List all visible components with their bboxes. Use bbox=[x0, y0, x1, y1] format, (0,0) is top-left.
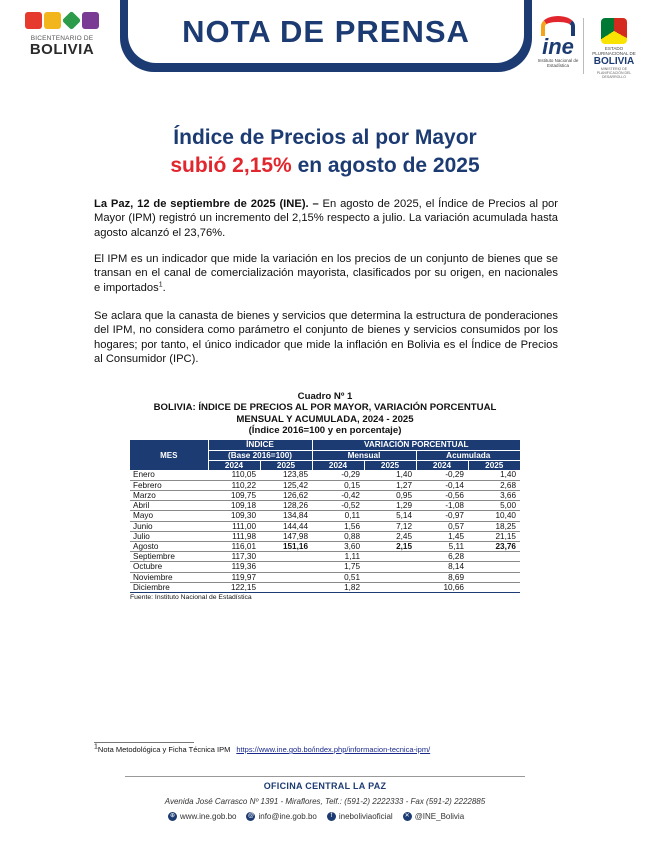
cell-mes: Julio bbox=[130, 531, 208, 541]
cell-mes: Febrero bbox=[130, 480, 208, 490]
header-year: 2024 bbox=[416, 460, 468, 470]
cell-a24: -1,08 bbox=[416, 501, 468, 511]
paragraph-end-punct: . bbox=[162, 281, 166, 294]
cell-m25: 2,45 bbox=[364, 531, 416, 541]
cell-m25: 1,40 bbox=[364, 470, 416, 480]
cell-mes: Junio bbox=[130, 521, 208, 531]
cell-a24: -0,29 bbox=[416, 470, 468, 480]
header-acumulada: Acumulada bbox=[416, 450, 520, 460]
table-number: Cuadro Nº 1 bbox=[297, 391, 353, 402]
cell-i24: 119,36 bbox=[208, 562, 260, 572]
cell-a25: 10,40 bbox=[468, 511, 520, 521]
cell-i25: 128,26 bbox=[260, 501, 312, 511]
dateline: La Paz, 12 de septiembre de 2025 (INE). – bbox=[94, 198, 319, 210]
cell-i25: 147,98 bbox=[260, 531, 312, 541]
cell-i25 bbox=[260, 572, 312, 582]
cell-mes: Octubre bbox=[130, 562, 208, 572]
cell-a25: 23,76 bbox=[468, 541, 520, 551]
cell-a24: -0,97 bbox=[416, 511, 468, 521]
cell-m24: 0,15 bbox=[312, 480, 364, 490]
bicentenario-logo bbox=[22, 12, 102, 78]
footer-contacts bbox=[168, 812, 464, 821]
table-caption bbox=[120, 391, 530, 437]
bicentenario-big-text: BOLIVIA bbox=[29, 41, 95, 58]
cell-m24: 0,51 bbox=[312, 572, 364, 582]
cell-m25 bbox=[364, 562, 416, 572]
cell-m25: 7,12 bbox=[364, 521, 416, 531]
table-row bbox=[130, 490, 520, 500]
table-row bbox=[130, 541, 520, 551]
ine-logo-word: ine bbox=[542, 34, 574, 59]
paragraph-lead bbox=[94, 197, 558, 240]
facebook-icon: f bbox=[327, 812, 336, 821]
table-row bbox=[130, 562, 520, 572]
cell-mes: Diciembre bbox=[130, 582, 208, 592]
table-row bbox=[130, 501, 520, 511]
cell-i25: 151,16 bbox=[260, 541, 312, 551]
footer-divider bbox=[125, 776, 525, 777]
state-emblem-icon bbox=[601, 18, 627, 44]
table-row bbox=[130, 572, 520, 582]
cell-m24: -0,52 bbox=[312, 501, 364, 511]
cell-m24: -0,29 bbox=[312, 470, 364, 480]
cell-mes: Agosto bbox=[130, 541, 208, 551]
cell-i25 bbox=[260, 552, 312, 562]
cell-m24: 0,11 bbox=[312, 511, 364, 521]
footnote-number: 1 bbox=[94, 743, 98, 751]
footnote-divider bbox=[94, 742, 194, 743]
cell-m25: 2,15 bbox=[364, 541, 416, 551]
table-row bbox=[130, 511, 520, 521]
cell-a25: 21,15 bbox=[468, 531, 520, 541]
cell-i24: 122,15 bbox=[208, 582, 260, 592]
cell-m24: 0,88 bbox=[312, 531, 364, 541]
logo-divider bbox=[583, 18, 584, 74]
cell-a25 bbox=[468, 552, 520, 562]
header-year: 2025 bbox=[468, 460, 520, 470]
email-icon: @ bbox=[247, 813, 255, 819]
cell-i24: 117,30 bbox=[208, 552, 260, 562]
cell-a25 bbox=[468, 572, 520, 582]
ipm-table bbox=[130, 440, 520, 593]
ipm-table-container bbox=[130, 440, 520, 601]
header-year: 2025 bbox=[364, 460, 416, 470]
cell-m24: 3,60 bbox=[312, 541, 364, 551]
footer-web[interactable] bbox=[168, 812, 236, 821]
header-mes: MES bbox=[130, 440, 208, 470]
cell-i24: 111,00 bbox=[208, 521, 260, 531]
cell-i24: 109,30 bbox=[208, 511, 260, 521]
cell-a25 bbox=[468, 582, 520, 592]
cell-i24: 109,18 bbox=[208, 501, 260, 511]
title-rest: en agosto de 2025 bbox=[291, 154, 480, 177]
paragraph-ipm-definition bbox=[94, 252, 558, 295]
table-title-line3: (Índice 2016=100 y en porcentaje) bbox=[248, 425, 402, 437]
footer-web-text: www.ine.gob.bo bbox=[180, 812, 237, 821]
footnote-link[interactable]: https://www.ine.gob.bo/index.php/informacion-tecnica-ipm/ bbox=[236, 745, 431, 754]
table-row bbox=[130, 531, 520, 541]
ine-logo bbox=[536, 16, 580, 78]
header-year: 2024 bbox=[208, 460, 260, 470]
cell-i24: 109,75 bbox=[208, 490, 260, 500]
state-logo-line1: ESTADO PLURINACIONAL DE bbox=[592, 46, 636, 56]
table-row bbox=[130, 582, 520, 592]
ine-logo-subtitle: Instituto Nacional de Estadística bbox=[537, 58, 579, 68]
cell-a25: 5,00 bbox=[468, 501, 520, 511]
header-mensual: Mensual bbox=[312, 450, 416, 460]
cell-a24: 8,14 bbox=[416, 562, 468, 572]
cell-mes: Marzo bbox=[130, 490, 208, 500]
footnote bbox=[94, 745, 430, 754]
table-row bbox=[130, 480, 520, 490]
cell-i25: 123,85 bbox=[260, 470, 312, 480]
footnote-text: Nota Metodológica y Ficha Técnica IPM bbox=[97, 745, 231, 754]
header-year: 2024 bbox=[312, 460, 364, 470]
cell-i25 bbox=[260, 582, 312, 592]
cell-a24: 5,11 bbox=[416, 541, 468, 551]
title-line2 bbox=[0, 152, 650, 180]
cell-a24: -0,14 bbox=[416, 480, 468, 490]
footer-social[interactable] bbox=[403, 812, 464, 821]
ine-swoosh-icon bbox=[541, 16, 575, 36]
footnote-ref: 1 bbox=[158, 281, 163, 289]
table-title-line1: BOLIVIA: ÍNDICE DE PRECIOS AL POR MAYOR, VARIACIÓN PORCENTUAL bbox=[153, 402, 497, 414]
table-row bbox=[130, 521, 520, 531]
cell-a25: 2,68 bbox=[468, 480, 520, 490]
table-title-line2: MENSUAL Y ACUMULADA, 2024 - 2025 bbox=[236, 413, 414, 425]
table-row bbox=[130, 470, 520, 480]
cell-m25: 1,27 bbox=[364, 480, 416, 490]
cell-a24: 1,45 bbox=[416, 531, 468, 541]
header-base: (Base 2016=100) bbox=[208, 450, 312, 460]
cell-m24: -0,42 bbox=[312, 490, 364, 500]
banner-title: NOTA DE PRENSA bbox=[182, 13, 470, 49]
cell-a25: 18,25 bbox=[468, 521, 520, 531]
paragraph-lead-text: En agosto de 2025, el Índice de Precios al por Mayor (IPM) registró un incremento del 2,15% respecto a julio. La variación acumulada hasta agosto alcanzó el 23,76%. bbox=[94, 198, 559, 239]
globe-icon: ⊕ bbox=[169, 813, 176, 819]
title-highlight: subió 2,15% bbox=[170, 154, 292, 177]
cell-m25: 5,14 bbox=[364, 511, 416, 521]
state-logo bbox=[588, 18, 640, 79]
cell-mes: Mayo bbox=[130, 511, 208, 521]
table-source: Fuente: Instituto Nacional de Estadística bbox=[130, 593, 252, 601]
cell-i24: 119,97 bbox=[208, 572, 260, 582]
cell-a24: -0,56 bbox=[416, 490, 468, 500]
cell-a24: 8,69 bbox=[416, 572, 468, 582]
press-release-banner bbox=[120, 0, 532, 72]
cell-a24: 10,66 bbox=[416, 582, 468, 592]
cell-m25: 0,95 bbox=[364, 490, 416, 500]
footer-facebook[interactable] bbox=[327, 812, 393, 821]
cell-m24: 1,82 bbox=[312, 582, 364, 592]
paragraph-ipm-text: El IPM es un indicador que mide la variación en los precios de un conjunto de bienes que se transan en el canal de comercialización mayorista, clasificados por su origen, en nacionales e importados bbox=[94, 253, 558, 294]
cell-m24: 1,75 bbox=[312, 562, 364, 572]
cell-m25 bbox=[364, 582, 416, 592]
cell-i24: 116,01 bbox=[208, 541, 260, 551]
cell-mes: Abril bbox=[130, 501, 208, 511]
cell-mes: Enero bbox=[130, 470, 208, 480]
cell-i24: 111,98 bbox=[208, 531, 260, 541]
cell-i25: 126,62 bbox=[260, 490, 312, 500]
cell-a24: 0,57 bbox=[416, 521, 468, 531]
header-year: 2025 bbox=[260, 460, 312, 470]
state-logo-line2: BOLIVIA bbox=[593, 56, 635, 67]
footer-address: Avenida José Carrasco Nº 1391 - Miraflores, Telf.: (591-2) 2222333 - Fax (591-2) 2222885 bbox=[164, 797, 486, 806]
page-header bbox=[0, 0, 650, 90]
cell-a25: 1,40 bbox=[468, 470, 520, 480]
cell-a25: 3,66 bbox=[468, 490, 520, 500]
cell-m24: 1,11 bbox=[312, 552, 364, 562]
footer-office: OFICINA CENTRAL LA PAZ bbox=[263, 781, 387, 791]
header-indice: ÍNDICE bbox=[208, 440, 312, 450]
cell-i25: 144,44 bbox=[260, 521, 312, 531]
cell-m25 bbox=[364, 552, 416, 562]
cell-i24: 110,05 bbox=[208, 470, 260, 480]
footer-facebook-text: ineboliviaoficial bbox=[338, 812, 393, 821]
state-logo-line3: MINISTERIO DE PLANIFICACIÓN DEL DESARROLLO bbox=[596, 67, 632, 79]
cell-a24: 6,28 bbox=[416, 552, 468, 562]
cell-i24: 110,22 bbox=[208, 480, 260, 490]
x-icon: ✕ bbox=[404, 813, 410, 819]
cell-mes: Noviembre bbox=[130, 572, 208, 582]
page-title bbox=[0, 124, 650, 180]
table-row bbox=[130, 552, 520, 562]
cell-a25 bbox=[468, 562, 520, 572]
cell-m24: 1,56 bbox=[312, 521, 364, 531]
footer-social-text: @INE_Bolivia bbox=[414, 812, 465, 821]
paragraph-clarification: Se aclara que la canasta de bienes y servicios que determina la estructura de ponderaciones del IPM, no considera como parámetro el conjunto de bienes y servicios consumidos por los hogares; por tanto, el único indicador que mide la inflación en Bolivia es el Índice de Precios al Consumidor (IPC). bbox=[94, 310, 558, 366]
footer-email-text: info@ine.gob.bo bbox=[258, 812, 317, 821]
cell-m25: 1,29 bbox=[364, 501, 416, 511]
cell-mes: Septiembre bbox=[130, 552, 208, 562]
bicentenario-small-text: BICENTENARIO DE bbox=[30, 35, 94, 42]
cell-i25: 134,84 bbox=[260, 511, 312, 521]
header-variacion: VARIACIÓN PORCENTUAL bbox=[312, 440, 520, 450]
footer-email[interactable] bbox=[246, 812, 316, 821]
title-line1: Índice de Precios al por Mayor bbox=[173, 126, 477, 149]
cell-i25 bbox=[260, 562, 312, 572]
bicentenario-emblem-icon bbox=[22, 12, 102, 29]
cell-i25: 125,42 bbox=[260, 480, 312, 490]
cell-m25 bbox=[364, 572, 416, 582]
